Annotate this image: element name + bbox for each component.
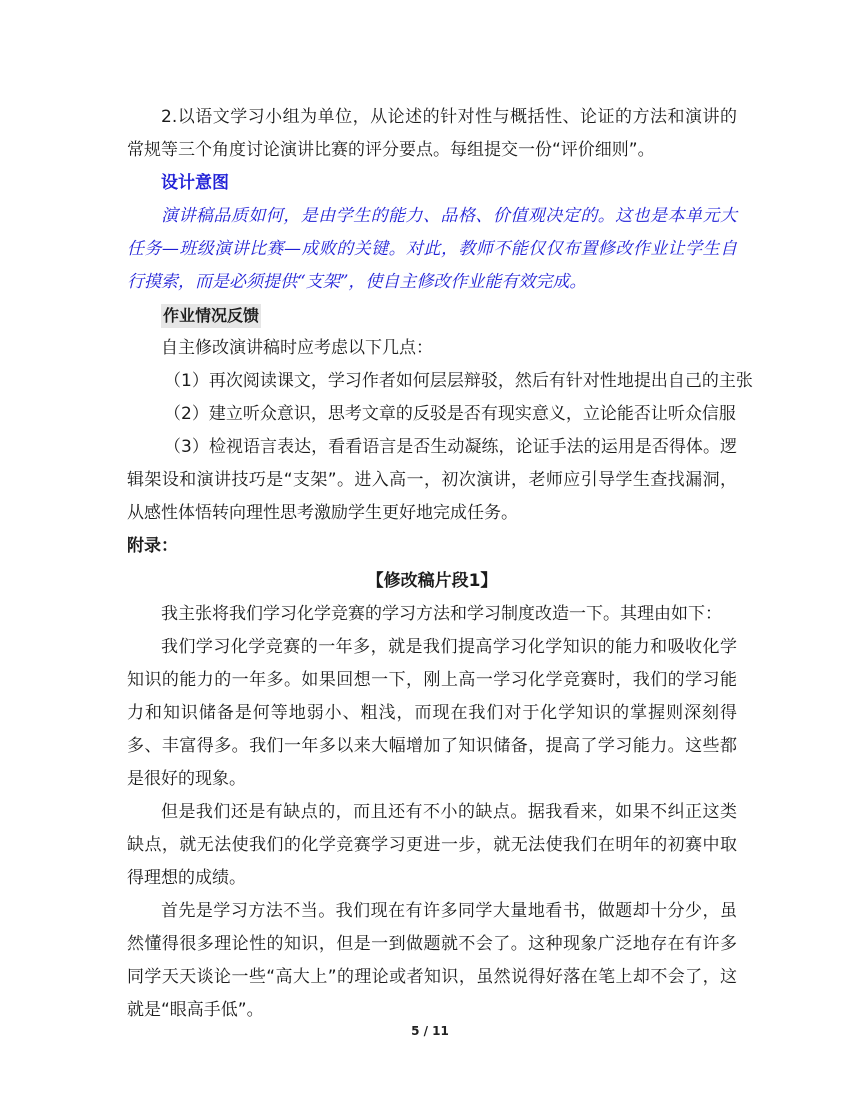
feedback-item-2: （2）建立听众意识，思考文章的反驳是否有现实意义，立论能否让听众信服	[164, 404, 736, 424]
section-title: 【修改稿片段1】	[366, 571, 498, 591]
page-number: 5 / 11	[411, 1024, 449, 1038]
draft-paragraph-4: 首先是学习方法不当。我们现在有许多同学大量地看书，做题却十分少，虽然懂得很多理论性的知识，但是一到做题就不会了。这种现象广泛地存在有许多同学天天谈论一些“高大上”的理论或者知识，虽然说得好落在笔上却不会了，这就是“眼高手低”。	[127, 901, 737, 1020]
task-2-paragraph: 2.以语文学习小组为单位，从论述的针对性与概括性、论证的方法和演讲的常规等三个角度讨论演讲比赛的评分要点。每组提交一份“评价细则”。	[127, 107, 737, 160]
page-content	[127, 101, 753, 1027]
feedback-item-3: （3）检视语言表达，看看语言是否生动凝练，论证手法的运用是否得体。逻辑架设和演讲技巧是“支架”。进入高一，初次演讲，老师应引导学生查找漏洞，从感性体悟转向理性思考激励学生更好地完成任务。	[127, 437, 737, 523]
feedback-item-1: （1）再次阅读课文，学习作者如何层层辩驳，然后有针对性地提出自己的主张	[164, 371, 753, 391]
draft-paragraph-3: 但是我们还是有缺点的，而且还有不小的缺点。据我看来，如果不纠正这类缺点，就无法使我们的化学竞赛学习更进一步，就无法使我们在明年的初赛中取得理想的成绩。	[127, 802, 737, 888]
feedback-lead: 自主修改演讲稿时应考虑以下几点：	[161, 338, 433, 358]
draft-paragraph-2: 我们学习化学竞赛的一年多，就是我们提高学习化学知识的能力和吸收化学知识的能力的一年多。如果回想一下，刚上高一学习化学竞赛时，我们的学习能力和知识储备是何等地弱小、粗浅，而现在我们对于化学知识的掌握则深刻得多、丰富得多。我们一年多以来大幅增加了知识储备，提高了学习能力。这些都是很好的现象。	[127, 637, 737, 789]
appendix-title: 附录：	[127, 536, 178, 556]
design-intent-text: 演讲稿品质如何，是由学生的能力、品格、价值观决定的。这也是本单元大任务—班级演讲比赛—成败的关键。对此，教师不能仅仅布置修改作业让学生自行摸索，而是必须提供“支架”，使自主修改作业能有效完成。	[127, 206, 737, 292]
design-intent-heading: 设计意图	[161, 173, 229, 193]
draft-paragraph-1: 我主张将我们学习化学竞赛的学习方法和学习制度改造一下。其理由如下：	[161, 604, 722, 624]
feedback-heading: 作业情况反馈	[161, 304, 261, 328]
